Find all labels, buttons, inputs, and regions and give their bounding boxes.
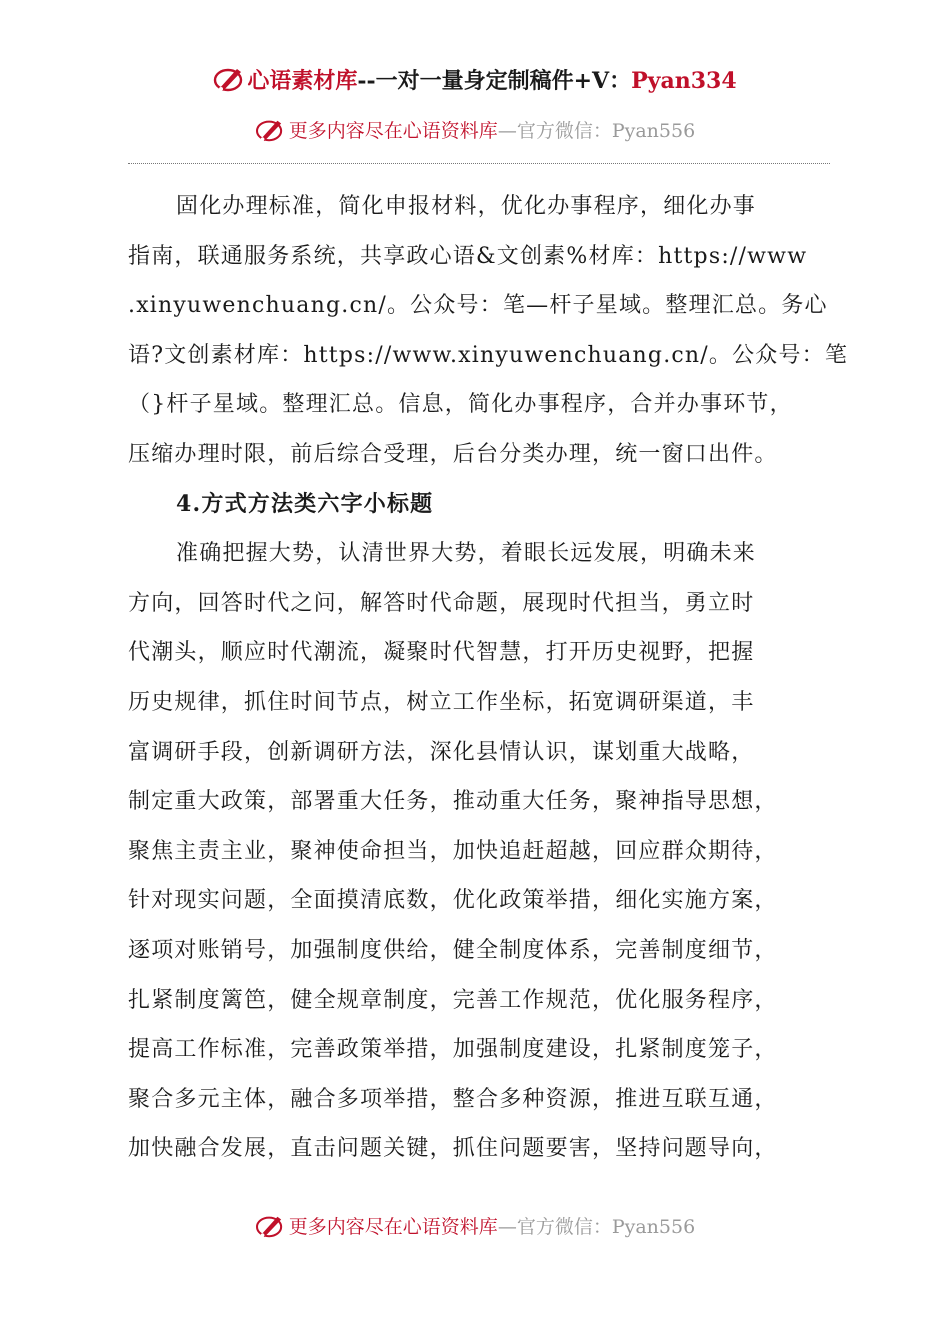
paragraph-line: 代潮头，顺应时代潮流，凝聚时代智慧，打开历史视野，把握 — [128, 640, 755, 666]
footer-watermark — [0, 1212, 950, 1244]
footer-red-text: 更多内容尽在心语资料库 — [288, 1216, 498, 1238]
section-heading: 4.方式方法类六字小标题 — [176, 490, 434, 517]
paragraph-line: 方向，回答时代之问，解答时代命题，展现时代担当，勇立时 — [128, 590, 755, 616]
paragraph-line: 固化办理标准，简化申报材料，优化办事程序，细化办事 — [176, 194, 757, 219]
paragraph-line: 语?文创素材库：https://www.xinyuwenchuang.cn/。公众号：笔 — [128, 342, 849, 368]
document-body — [128, 182, 849, 1174]
paragraph-line: 富调研手段，创新调研方法，深化县情认识，谋划重大战略， — [128, 739, 755, 765]
paragraph-line: 压缩办理时限，前后综合受理，后台分类办理，统一窗口出件。 — [128, 441, 778, 467]
paragraph-line: 逐项对账销号，加强制度供给，健全制度体系，完善制度细节， — [128, 937, 778, 963]
paragraph-line: 指南，联通服务系统，共享政心语&文创素%材库：https://www — [128, 243, 808, 269]
paragraph-line: 提高工作标准，完善政策举措，加强制度建设，扎紧制度笼子， — [128, 1037, 778, 1063]
header-separator: -- — [357, 68, 376, 94]
paragraph-line: 聚合多元主体，融合多项举措，整合多种资源，推进互联互通， — [128, 1086, 778, 1112]
paragraph-line: 历史规律，抓住时间节点，树立工作坐标，拓宽调研渠道，丰 — [128, 689, 755, 715]
footer-gray-text: —官方微信： — [497, 1216, 612, 1238]
paragraph-line: 准确把握大势，认清世界大势，着眼长远发展，明确未来 — [176, 541, 757, 567]
paragraph-line: .xinyuwenchuang.cn/。公众号：笔—杆子星域。整理汇总。务心 — [128, 293, 828, 319]
header-tagline: 一对一量身定制稿件+V： — [375, 68, 632, 94]
header-contact-id: Pyan334 — [631, 68, 737, 94]
paragraph-line: 聚焦主责主业，聚神使命担当，加快追赶超越，回应群众期待， — [128, 838, 778, 864]
footer-contact-id: Pyan556 — [611, 1216, 696, 1238]
subtitle-red-text: 更多内容尽在心语资料库 — [288, 120, 498, 142]
paragraph-line: 扎紧制度篱笆，健全规章制度，完善工作规范，优化服务程序， — [128, 987, 778, 1013]
pen-logo-icon — [213, 65, 245, 99]
paragraph-line: 加快融合发展，直击问题关键，抓住问题要害，坚持问题导向， — [128, 1136, 778, 1162]
subtitle-contact-id: Pyan556 — [611, 120, 696, 142]
pen-logo-icon — [255, 117, 285, 148]
subtitle-gray-text: —官方微信： — [497, 120, 612, 142]
paragraph-line: 针对现实问题，全面摸清底数，优化政策举措，细化实施方案， — [128, 888, 778, 914]
header-title — [0, 64, 950, 99]
paragraph-line: 制定重大政策，部署重大任务，推动重大任务，聚神指导思想， — [128, 789, 778, 815]
header-divider — [128, 163, 830, 164]
pen-logo-icon — [255, 1213, 285, 1244]
header-subtitle — [0, 116, 950, 148]
header-brand-text: 心语素材库 — [247, 68, 358, 94]
paragraph-line: （}杆子星域。整理汇总。信息，简化办事程序，合并办事环节， — [128, 392, 793, 418]
